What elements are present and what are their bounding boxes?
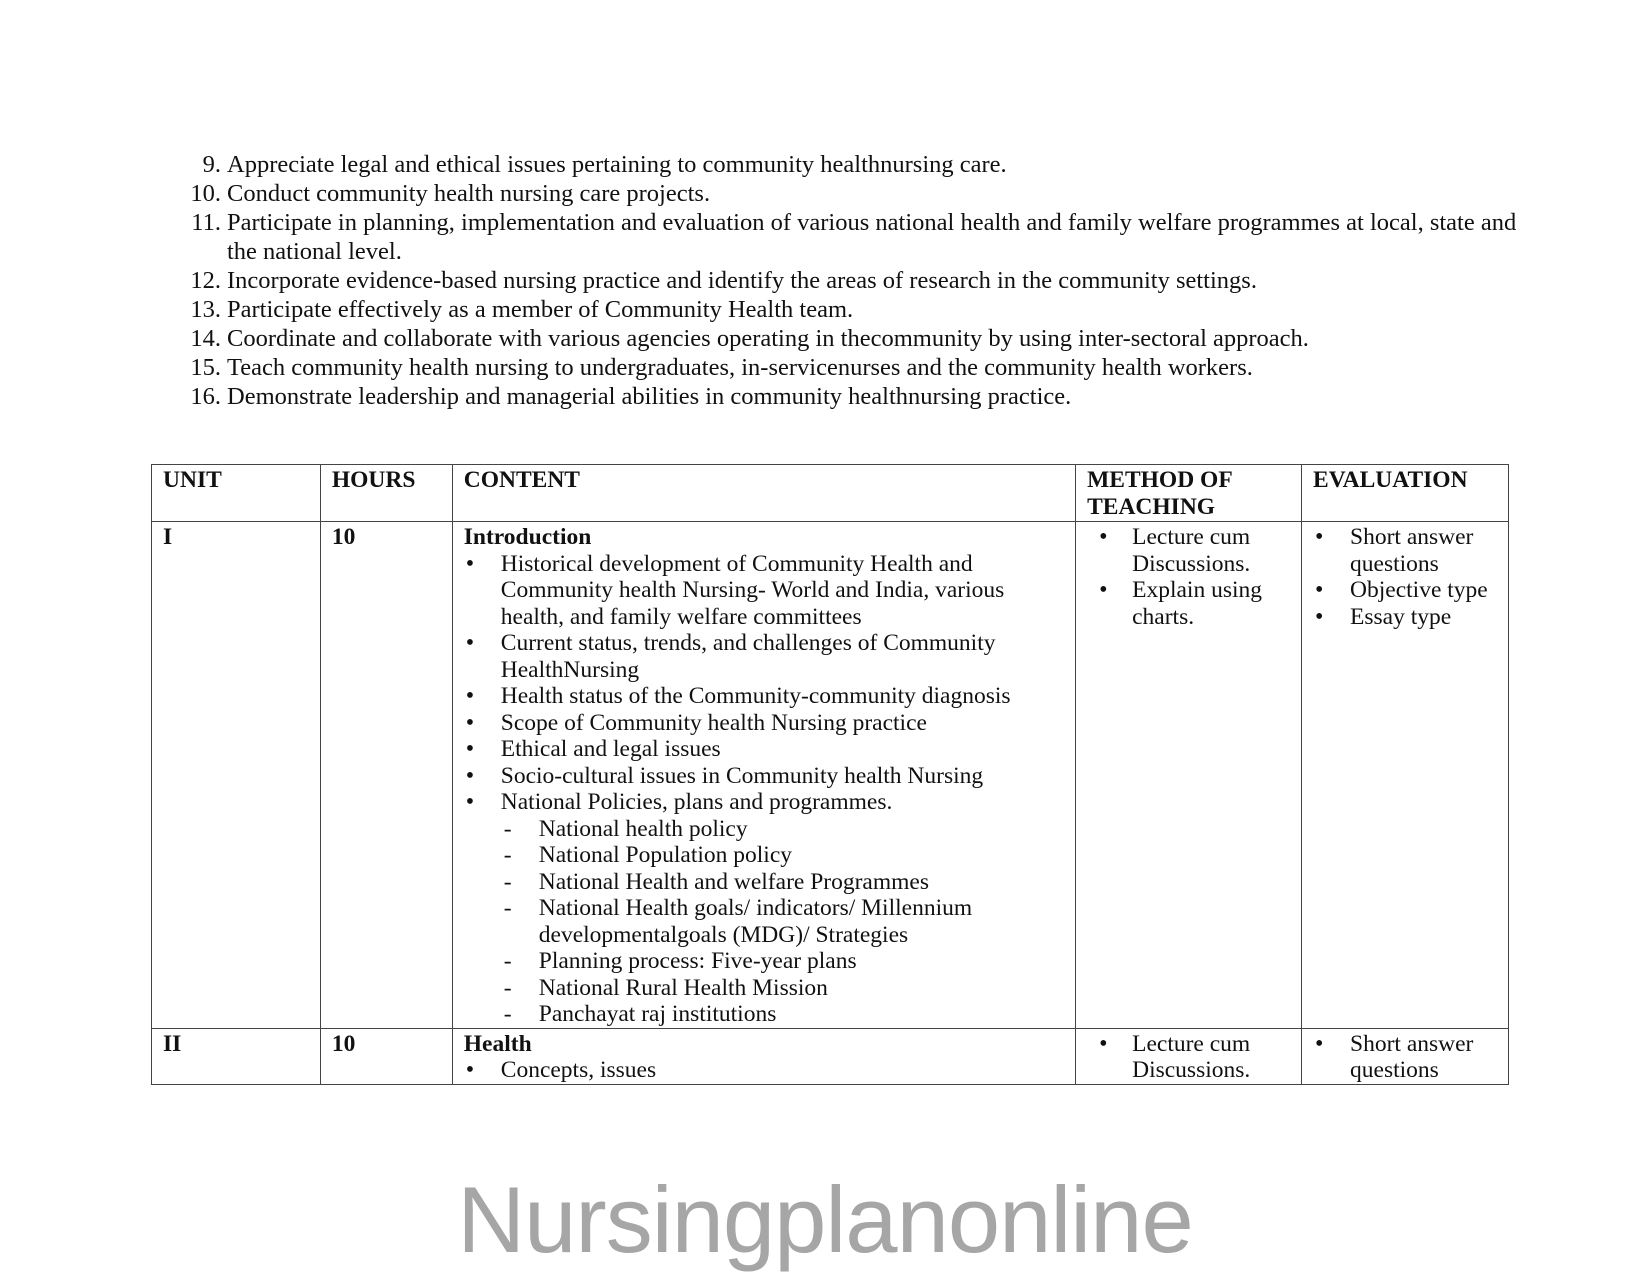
unit-cell: II bbox=[152, 1028, 321, 1084]
header-evaluation: EVALUATION bbox=[1302, 465, 1509, 522]
objective-item bbox=[185, 150, 1525, 179]
content-bullet: • Health status of the Community-community diagnosis bbox=[464, 683, 1065, 710]
topic-title: Health bbox=[463, 1030, 532, 1057]
header-method: METHOD OF TEACHING bbox=[1076, 465, 1302, 522]
objective-text: Participate effectively as a member of Community Health team. bbox=[227, 296, 854, 323]
evaluation-cell bbox=[1302, 1028, 1509, 1084]
objective-item bbox=[185, 382, 1525, 411]
content-cell bbox=[452, 522, 1075, 1029]
unit-cell: I bbox=[152, 522, 321, 1029]
hours-cell: 10 bbox=[320, 1028, 452, 1084]
objective-text: Conduct community health nursing care projects. bbox=[227, 180, 711, 207]
content-bullet: • Ethical and legal issues bbox=[464, 736, 1065, 763]
method-bullet: • Lecture cum Discussions. bbox=[1087, 524, 1291, 577]
content-bullets bbox=[464, 551, 1065, 816]
content-sub-item: - National Population policy bbox=[464, 842, 1065, 869]
objective-number: 11. bbox=[191, 209, 221, 236]
objective-number: 9. bbox=[202, 151, 221, 178]
evaluation-bullets bbox=[1313, 524, 1498, 630]
content-sub-item: - National Health goals/ indicators/ Millennium developmentalgoals (MDG)/ Strategies bbox=[464, 895, 1065, 948]
content-bullet: • Scope of Community health Nursing practice bbox=[464, 710, 1065, 737]
objective-number: 13. bbox=[190, 296, 221, 323]
table-row bbox=[152, 1028, 1509, 1084]
content-sub-item: - National Rural Health Mission bbox=[464, 975, 1065, 1002]
objective-text: Incorporate evidence-based nursing practice and identify the areas of research in the community settings. bbox=[227, 267, 1257, 294]
evaluation-bullet: • Objective type bbox=[1313, 577, 1498, 604]
content-bullets bbox=[464, 1057, 1065, 1084]
header-unit: UNIT bbox=[152, 465, 321, 522]
hours-cell: 10 bbox=[320, 522, 452, 1029]
content-sub-item: - Panchayat raj institutions bbox=[464, 1001, 1065, 1028]
objective-item bbox=[185, 324, 1525, 353]
objective-text: Coordinate and collaborate with various agencies operating in thecommunity by using inter-sectoral approach. bbox=[227, 325, 1309, 352]
content-bullet: • Concepts, issues bbox=[464, 1057, 1065, 1084]
objective-text: Appreciate legal and ethical issues pertaining to community healthnursing care. bbox=[227, 151, 1007, 178]
watermark: Nursingplanonline bbox=[457, 1167, 1193, 1272]
objective-number: 10. bbox=[190, 180, 221, 207]
table-header-row bbox=[152, 465, 1509, 522]
objectives-list bbox=[185, 150, 1525, 411]
content-bullet: • Socio-cultural issues in Community health Nursing bbox=[464, 763, 1065, 790]
objective-number: 16. bbox=[190, 383, 221, 410]
objective-item bbox=[185, 208, 1525, 266]
method-cell bbox=[1076, 1028, 1302, 1084]
evaluation-bullets bbox=[1313, 1031, 1498, 1084]
topic-title: Introduction bbox=[463, 524, 592, 550]
objective-item bbox=[185, 179, 1525, 208]
objective-item bbox=[185, 353, 1525, 382]
table-row bbox=[152, 522, 1509, 1029]
content-cell bbox=[452, 1028, 1075, 1084]
evaluation-bullet: • Essay type bbox=[1313, 604, 1498, 631]
syllabus-table bbox=[151, 464, 1509, 1085]
content-bullet: • Historical development of Community Health and Community health Nursing- World and India, various health, and family welfare committees bbox=[464, 551, 1065, 631]
content-sub-items bbox=[464, 816, 1065, 1028]
evaluation-cell bbox=[1302, 522, 1509, 1029]
header-content: CONTENT bbox=[452, 465, 1075, 522]
objective-number: 12. bbox=[190, 267, 221, 294]
content-sub-item: - National health policy bbox=[464, 816, 1065, 843]
method-cell bbox=[1076, 522, 1302, 1029]
content-bullet: • National Policies, plans and programmes. bbox=[464, 789, 1065, 816]
content-sub-item: - National Health and welfare Programmes bbox=[464, 869, 1065, 896]
header-hours: HOURS bbox=[320, 465, 452, 522]
objective-item bbox=[185, 295, 1525, 324]
objective-item bbox=[185, 266, 1525, 295]
objective-text: Teach community health nursing to undergraduates, in-servicenurses and the community health workers. bbox=[227, 354, 1253, 381]
objective-number: 15. bbox=[190, 354, 221, 381]
objective-text: Demonstrate leadership and managerial abilities in community healthnursing practice. bbox=[227, 383, 1072, 410]
method-bullet: • Lecture cum Discussions. bbox=[1087, 1031, 1291, 1084]
method-bullets bbox=[1087, 524, 1291, 630]
evaluation-bullet: • Short answer questions bbox=[1313, 1031, 1498, 1084]
method-bullets bbox=[1087, 1031, 1291, 1084]
evaluation-bullet: • Short answer questions bbox=[1313, 524, 1498, 577]
objective-text: Participate in planning, implementation and evaluation of various national health and family welfare programmes at local, state and the national level. bbox=[227, 209, 1517, 265]
method-bullet: • Explain using charts. bbox=[1087, 577, 1291, 630]
content-bullet: • Current status, trends, and challenges of Community HealthNursing bbox=[464, 630, 1065, 683]
content-sub-item: - Planning process: Five-year plans bbox=[464, 948, 1065, 975]
objective-number: 14. bbox=[190, 325, 221, 352]
